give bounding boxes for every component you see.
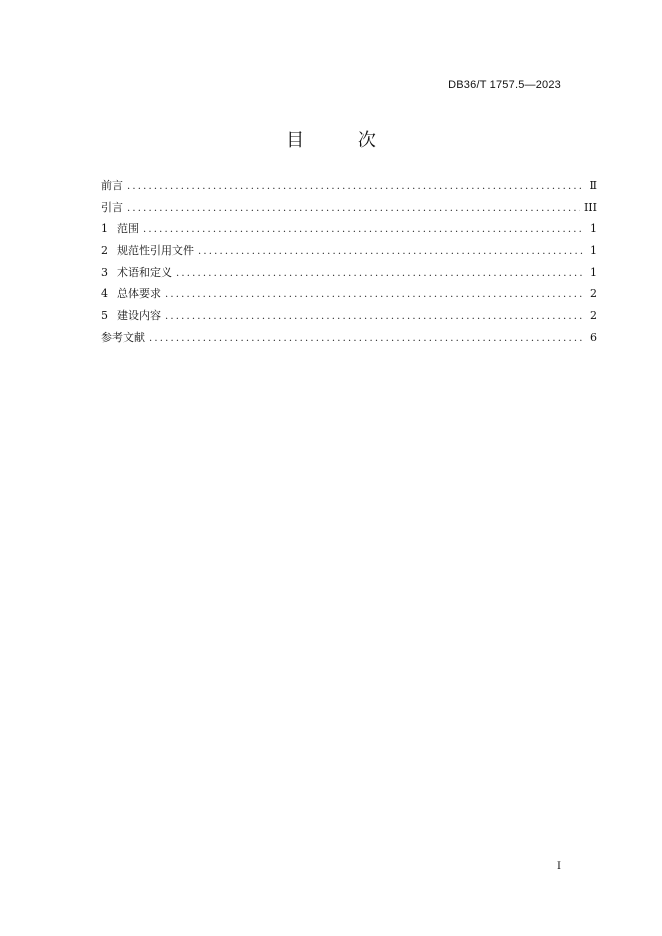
toc-leader-dots [176, 268, 583, 279]
toc-entry-page: 2 [590, 309, 597, 323]
toc-entry-page: Ⅱ [589, 179, 597, 192]
toc-entry-page: 1 [590, 222, 597, 236]
document-code: DB36/T 1757.5—2023 [448, 79, 561, 91]
toc-entry-general-requirements[interactable] [101, 285, 597, 307]
toc-entry-number: 4 [101, 287, 108, 301]
toc-entry-label: 术语和定义 [117, 265, 172, 279]
toc-entry-label: 范围 [117, 222, 139, 236]
toc-entry-terms-definitions[interactable] [101, 264, 597, 286]
toc-leader-dots [165, 289, 583, 300]
toc-entry-label: 建设内容 [117, 309, 161, 323]
toc-leader-dots [127, 181, 583, 192]
page-number: I [557, 861, 561, 872]
table-of-contents [101, 177, 597, 351]
toc-leader-dots [165, 311, 583, 322]
toc-entry-number: 2 [101, 244, 108, 258]
page-title: 目 次 [286, 130, 400, 151]
toc-leader-dots [143, 224, 583, 235]
toc-entry-number: 3 [101, 265, 108, 279]
toc-leader-dots [198, 246, 583, 257]
toc-entry-page: 6 [590, 330, 597, 344]
toc-entry-label: 前言 [101, 179, 123, 192]
toc-entry-page: 1 [590, 244, 597, 258]
toc-entry-label: 总体要求 [117, 287, 161, 301]
toc-entry-label: 参考文献 [101, 330, 145, 344]
toc-entry-number: 1 [101, 222, 108, 236]
toc-entry-foreword[interactable] [101, 177, 597, 199]
toc-entry-label: 引言 [101, 200, 123, 214]
toc-entry-label: 规范性引用文件 [117, 244, 194, 258]
toc-entry-bibliography[interactable] [101, 329, 597, 351]
toc-entry-page: 2 [590, 287, 597, 301]
toc-leader-dots [127, 203, 580, 214]
toc-entry-page: III [583, 200, 597, 214]
toc-entry-construction-content[interactable] [101, 307, 597, 329]
toc-entry-page: 1 [590, 265, 597, 279]
toc-entry-normative-references[interactable] [101, 242, 597, 264]
toc-entry-introduction[interactable] [101, 199, 597, 221]
toc-entry-number: 5 [101, 309, 108, 323]
toc-entry-scope[interactable] [101, 220, 597, 242]
toc-leader-dots [149, 333, 583, 344]
